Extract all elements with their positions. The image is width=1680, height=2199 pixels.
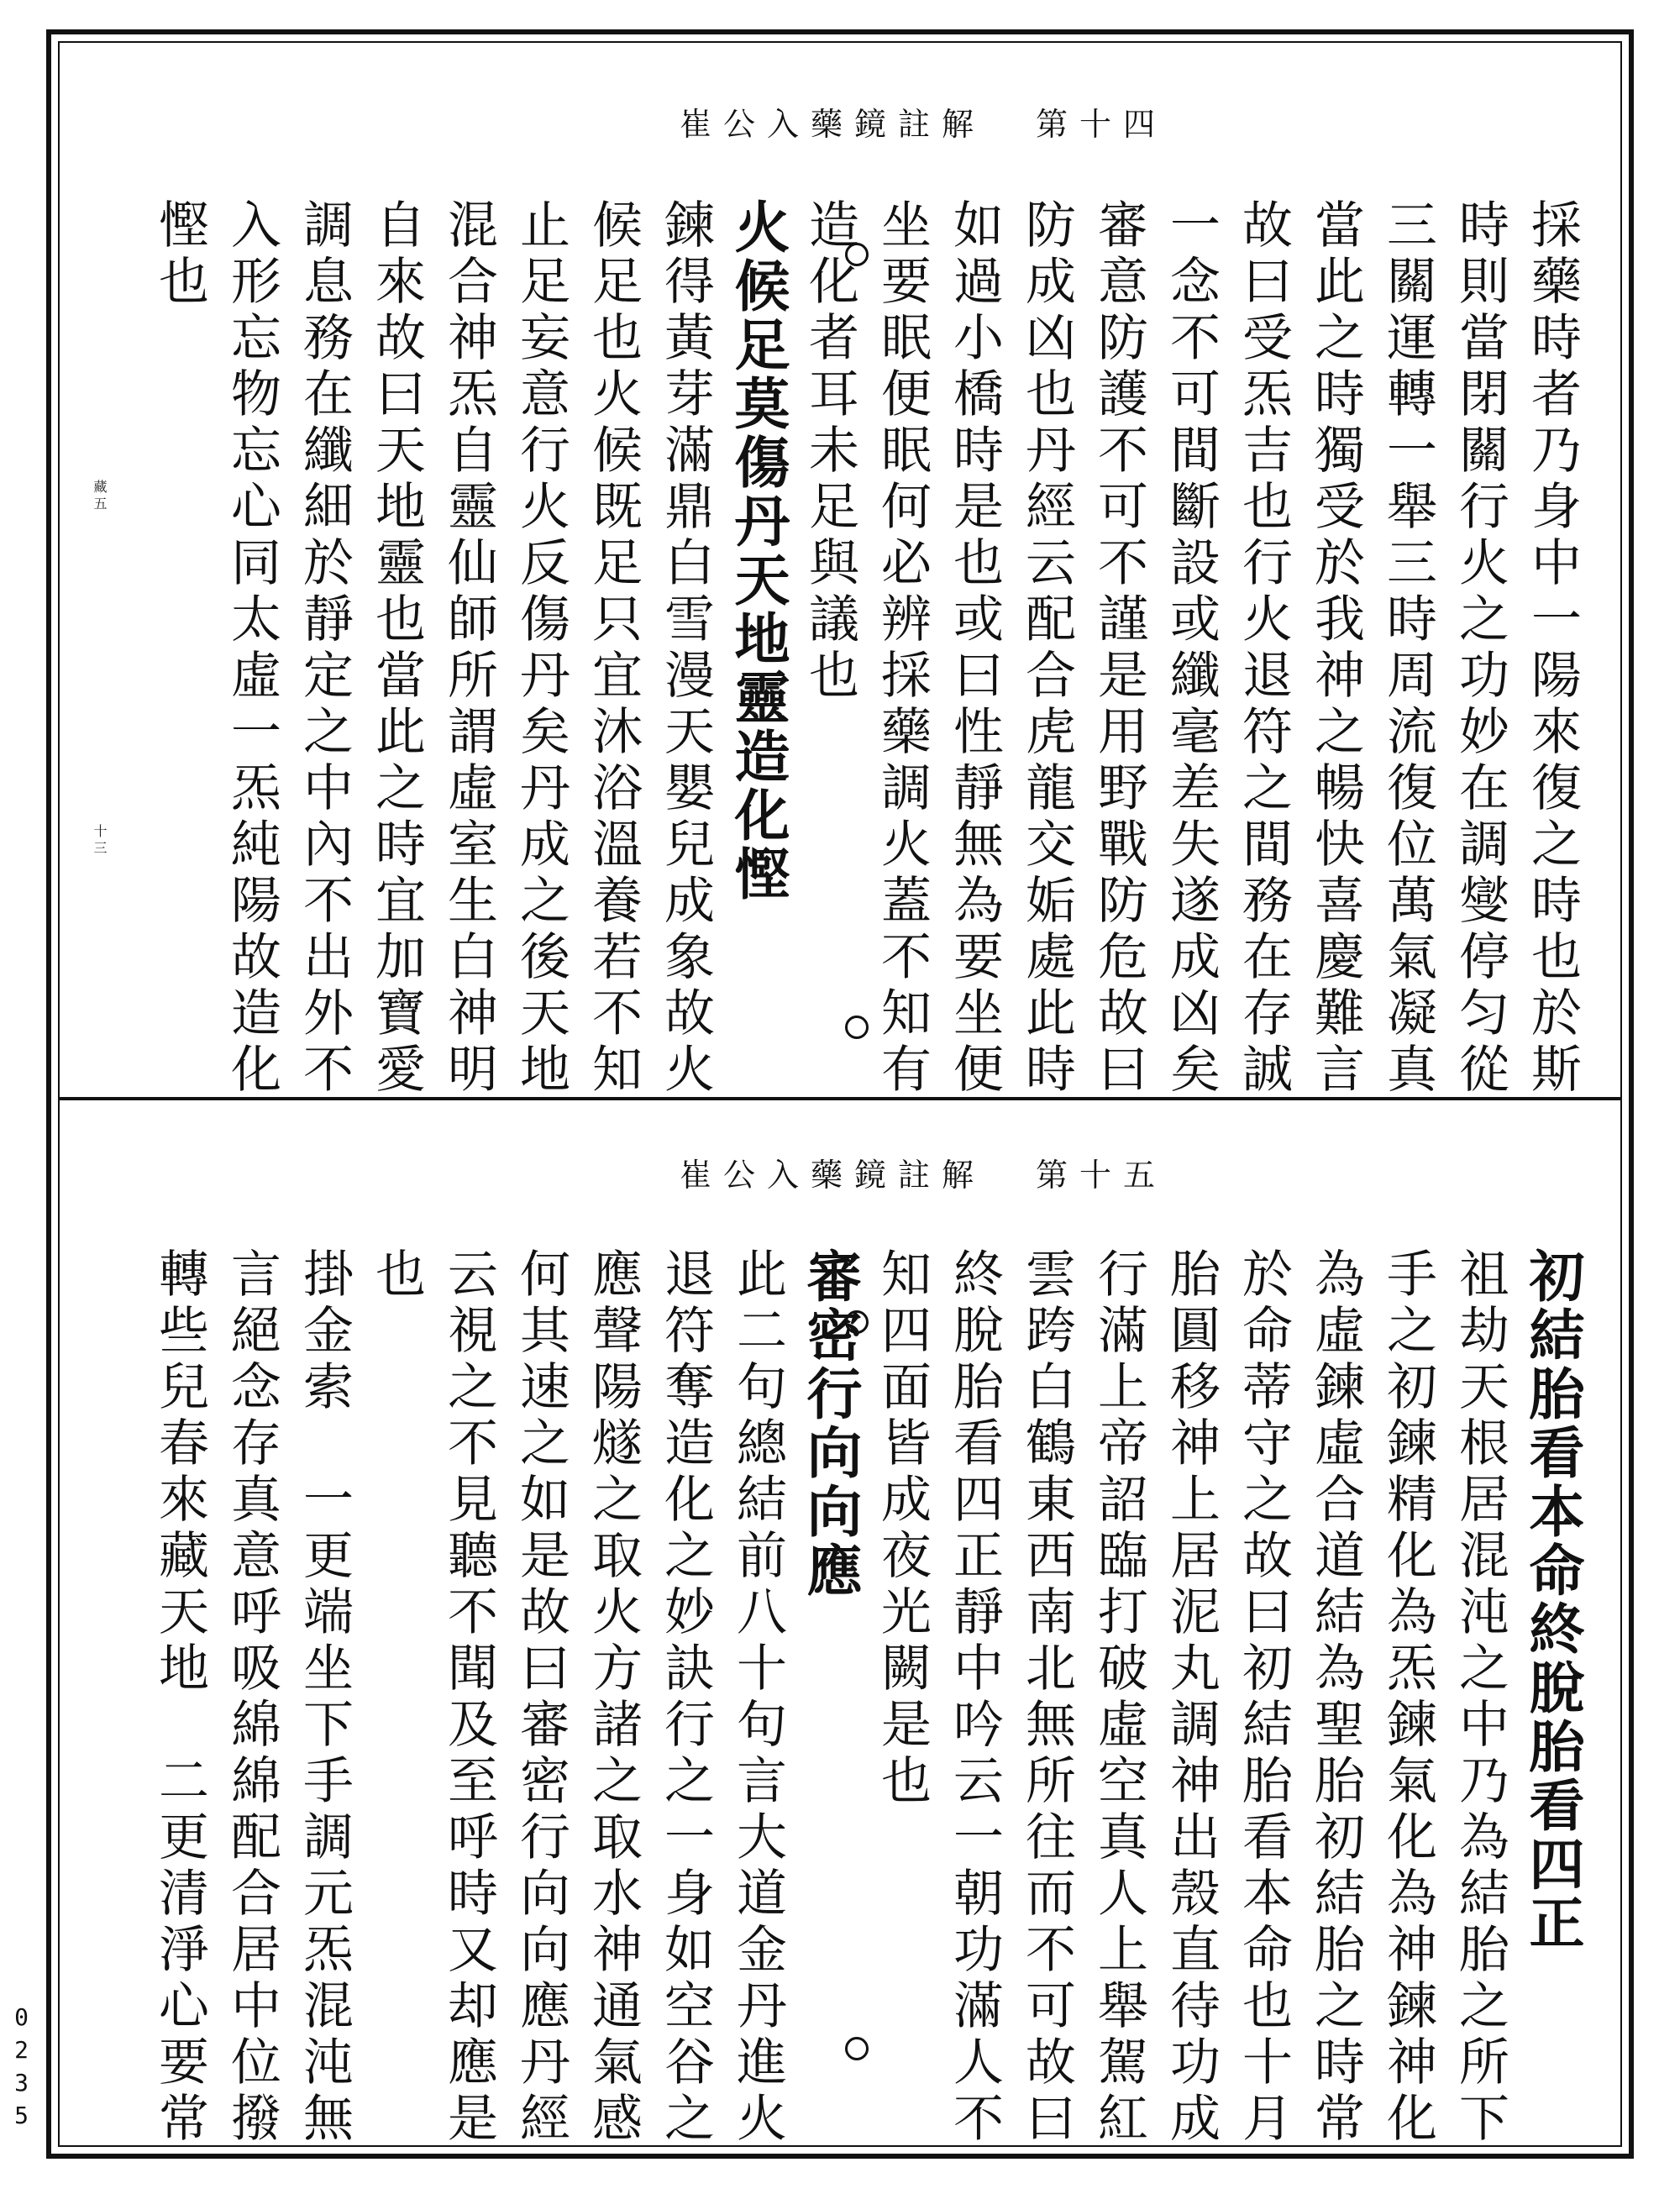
text-column: 審意防護不可不謹是用野戰防危故曰 <box>1089 198 1148 1099</box>
text-column: 手之初鍊精化為炁鍊氣化為神鍊神化 <box>1378 1247 1437 2148</box>
header-title: 崔公入藥鏡註解 <box>679 1157 985 1194</box>
text-column: 時則當閉關行火之功妙在調燮停匀從 <box>1451 198 1509 1099</box>
text-column: 行滿上帝詔臨打破虛空真人上舉駕紅 <box>1089 1247 1148 2148</box>
text-column: 鍊得黃芽滿鼎白雪漫天嬰兒成象故火 <box>656 198 715 1099</box>
inner-border <box>58 41 1622 2147</box>
text-column: 自來故曰天地靈也當此之時宜加寶愛 <box>367 198 426 1099</box>
margin-mark: 十三 <box>92 824 108 858</box>
text-column: 入形忘物忘心同太虛一炁純陽故造化 <box>223 198 281 1099</box>
upper-text-columns <box>150 198 1588 1099</box>
text-column: 知四面皆成夜光闕是也 <box>873 1247 932 1810</box>
text-column: 一念不可間斷設或纖毫差失遂成凶矣 <box>1162 198 1221 1099</box>
text-column: 止足妄意行火反傷丹矣丹成之後天地 <box>512 198 570 1099</box>
page-frame <box>46 29 1634 2159</box>
text-column: 採藥時者乃身中一陽來復之時也於斯 <box>1523 198 1582 1099</box>
text-column: 轉些兒春來藏天地 二更清淨心要常 <box>150 1247 209 2148</box>
text-column: 於命蒂守之故曰初結胎看本命也十月 <box>1234 1247 1293 2148</box>
text-column: 言絕念存真意呼吸綿綿配合居中位撥 <box>223 1247 281 2148</box>
text-column: 三關運轉一舉三時周流復位萬氣凝真 <box>1378 198 1437 1099</box>
header-title: 崔公入藥鏡註解 <box>679 106 985 143</box>
text-column: 何其速之如是故曰審密行向向應丹經 <box>512 1247 570 2148</box>
page-number: 0235 <box>8 2003 35 2134</box>
circle-mark <box>845 243 869 266</box>
text-column: 云視之不見聽不聞及至呼時又却應是 <box>439 1247 498 2148</box>
verse-column: 初結胎看本命終脫胎看四正 <box>1520 1247 1585 1953</box>
text-column: 終脫胎看四正靜中吟云一朝功滿人不 <box>945 1247 1004 2148</box>
text-column: 雲跨白鶴東西南北無所往而不可故曰 <box>1017 1247 1076 2148</box>
text-column: 混合神炁自靈仙師所謂虛室生白神明 <box>439 198 498 1099</box>
text-column: 祖劫天根居混沌之中乃為結胎之所下 <box>1451 1247 1509 2148</box>
text-column: 慳也 <box>150 198 209 311</box>
circle-mark <box>845 1016 869 1039</box>
text-column: 調息務在纖細於靜定之中內不出外不 <box>295 198 354 1099</box>
upper-page <box>60 43 1620 1097</box>
header-lower <box>680 1149 1167 1195</box>
text-column: 坐要眠便眠何必辨採藥調火蓋不知有 <box>873 198 932 1099</box>
text-column: 為虛鍊虛合道結為聖胎初結胎之時常 <box>1306 1247 1365 2148</box>
header-section: 第十五 <box>1035 1157 1167 1194</box>
text-column: 此二句總結前八十句言大道金丹進火 <box>728 1247 787 2148</box>
text-column: 退符奪造化之妙訣行之一身如空谷之 <box>656 1247 715 2148</box>
circle-mark <box>845 2037 869 2060</box>
text-column: 胎圓移神上居泥丸調神出殼直待功成 <box>1162 1247 1221 2148</box>
lower-text-columns <box>144 1247 1588 2146</box>
text-column: 候足也火候既足只宜沐浴溫養若不知 <box>584 198 643 1099</box>
verse-column: 審密行向向應 <box>797 1247 863 1600</box>
header-upper <box>680 98 1167 144</box>
text-column: 應聲陽燧之取火方諸之取水神通氣感 <box>584 1247 643 2148</box>
text-column: 防成凶也丹經云配合虎龍交姤處此時 <box>1017 198 1076 1099</box>
text-column: 掛金索 一更端坐下手調元炁混沌無 <box>295 1247 354 2148</box>
header-section: 第十四 <box>1035 106 1167 143</box>
lower-page <box>60 1100 1620 2154</box>
text-column: 如過小橋時是也或曰性靜無為要坐便 <box>945 198 1004 1099</box>
margin-mark: 藏五 <box>92 480 108 513</box>
text-column: 造化者耳未足與議也 <box>801 198 859 705</box>
circle-mark <box>845 1310 869 1334</box>
text-column: 當此之時獨受於我神之暢快喜慶難言 <box>1306 198 1365 1099</box>
text-column: 故曰受炁吉也行火退符之間務在存誠 <box>1234 198 1293 1099</box>
verse-column: 火候足莫傷丹天地靈造化慳 <box>725 198 790 904</box>
text-column: 也 <box>367 1247 426 1304</box>
